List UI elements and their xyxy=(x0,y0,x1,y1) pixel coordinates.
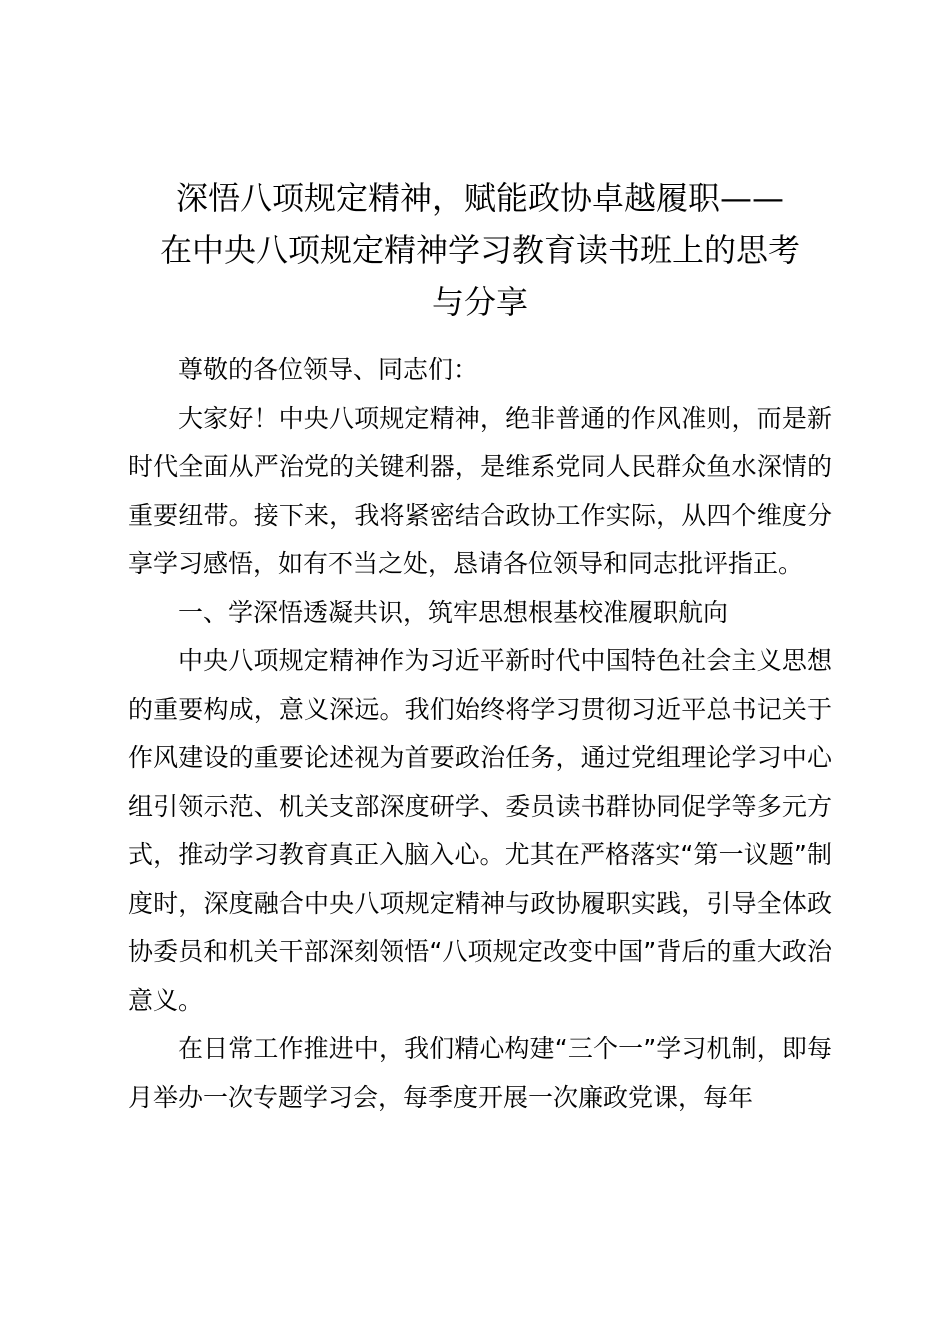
title-line-2: 在中央八项规定精神学习教育读书班上的思考 xyxy=(159,231,800,269)
document-title xyxy=(120,172,840,328)
document-page xyxy=(128,172,832,1122)
salutation: 尊敬的各位领导、同志们： xyxy=(178,355,479,384)
document-body xyxy=(128,346,832,1122)
section-heading-1: 一、学深悟透凝共识，筑牢思想根基校准履职航向 xyxy=(178,597,729,627)
body-paragraph-1: 中央八项规定精神作为习近平新时代中国特色社会主义思想的重要构成，意义深远。我们始终将学习贯彻习近平总书记关于作风建设的重要论述视为首要政治任务，通过党组理论学习中心组引领示范、机关支部深度研学、委员读书群协同促学等多元方式，推动学习教育真正入脑入心。尤其在严格落实“第一议题”制度时，深度融合中央八项规定精神与政协履职实践，引导全体政协委员和机关干部深刻领悟“八项规定改变中国”背后的重大政治意义。 xyxy=(128,646,832,1015)
body-paragraph-2: 在日常工作推进中，我们精心构建“三个一”学习机制，即每月举办一次专题学习会，每季度开展一次廉政党课，每年 xyxy=(128,1034,832,1112)
title-line-1: 深悟八项规定精神，赋能政协卓越履职—— xyxy=(175,179,784,217)
opening-paragraph: 大家好！中央八项规定精神，绝非普通的作风准则，而是新时代全面从严治党的关键利器，是维系党同人民群众鱼水深情的重要纽带。接下来，我将紧密结合政协工作实际，从四个维度分享学习感悟，如有不当之处，恳请各位领导和同志批评指正。 xyxy=(128,403,832,578)
title-line-3: 与分享 xyxy=(431,283,528,321)
